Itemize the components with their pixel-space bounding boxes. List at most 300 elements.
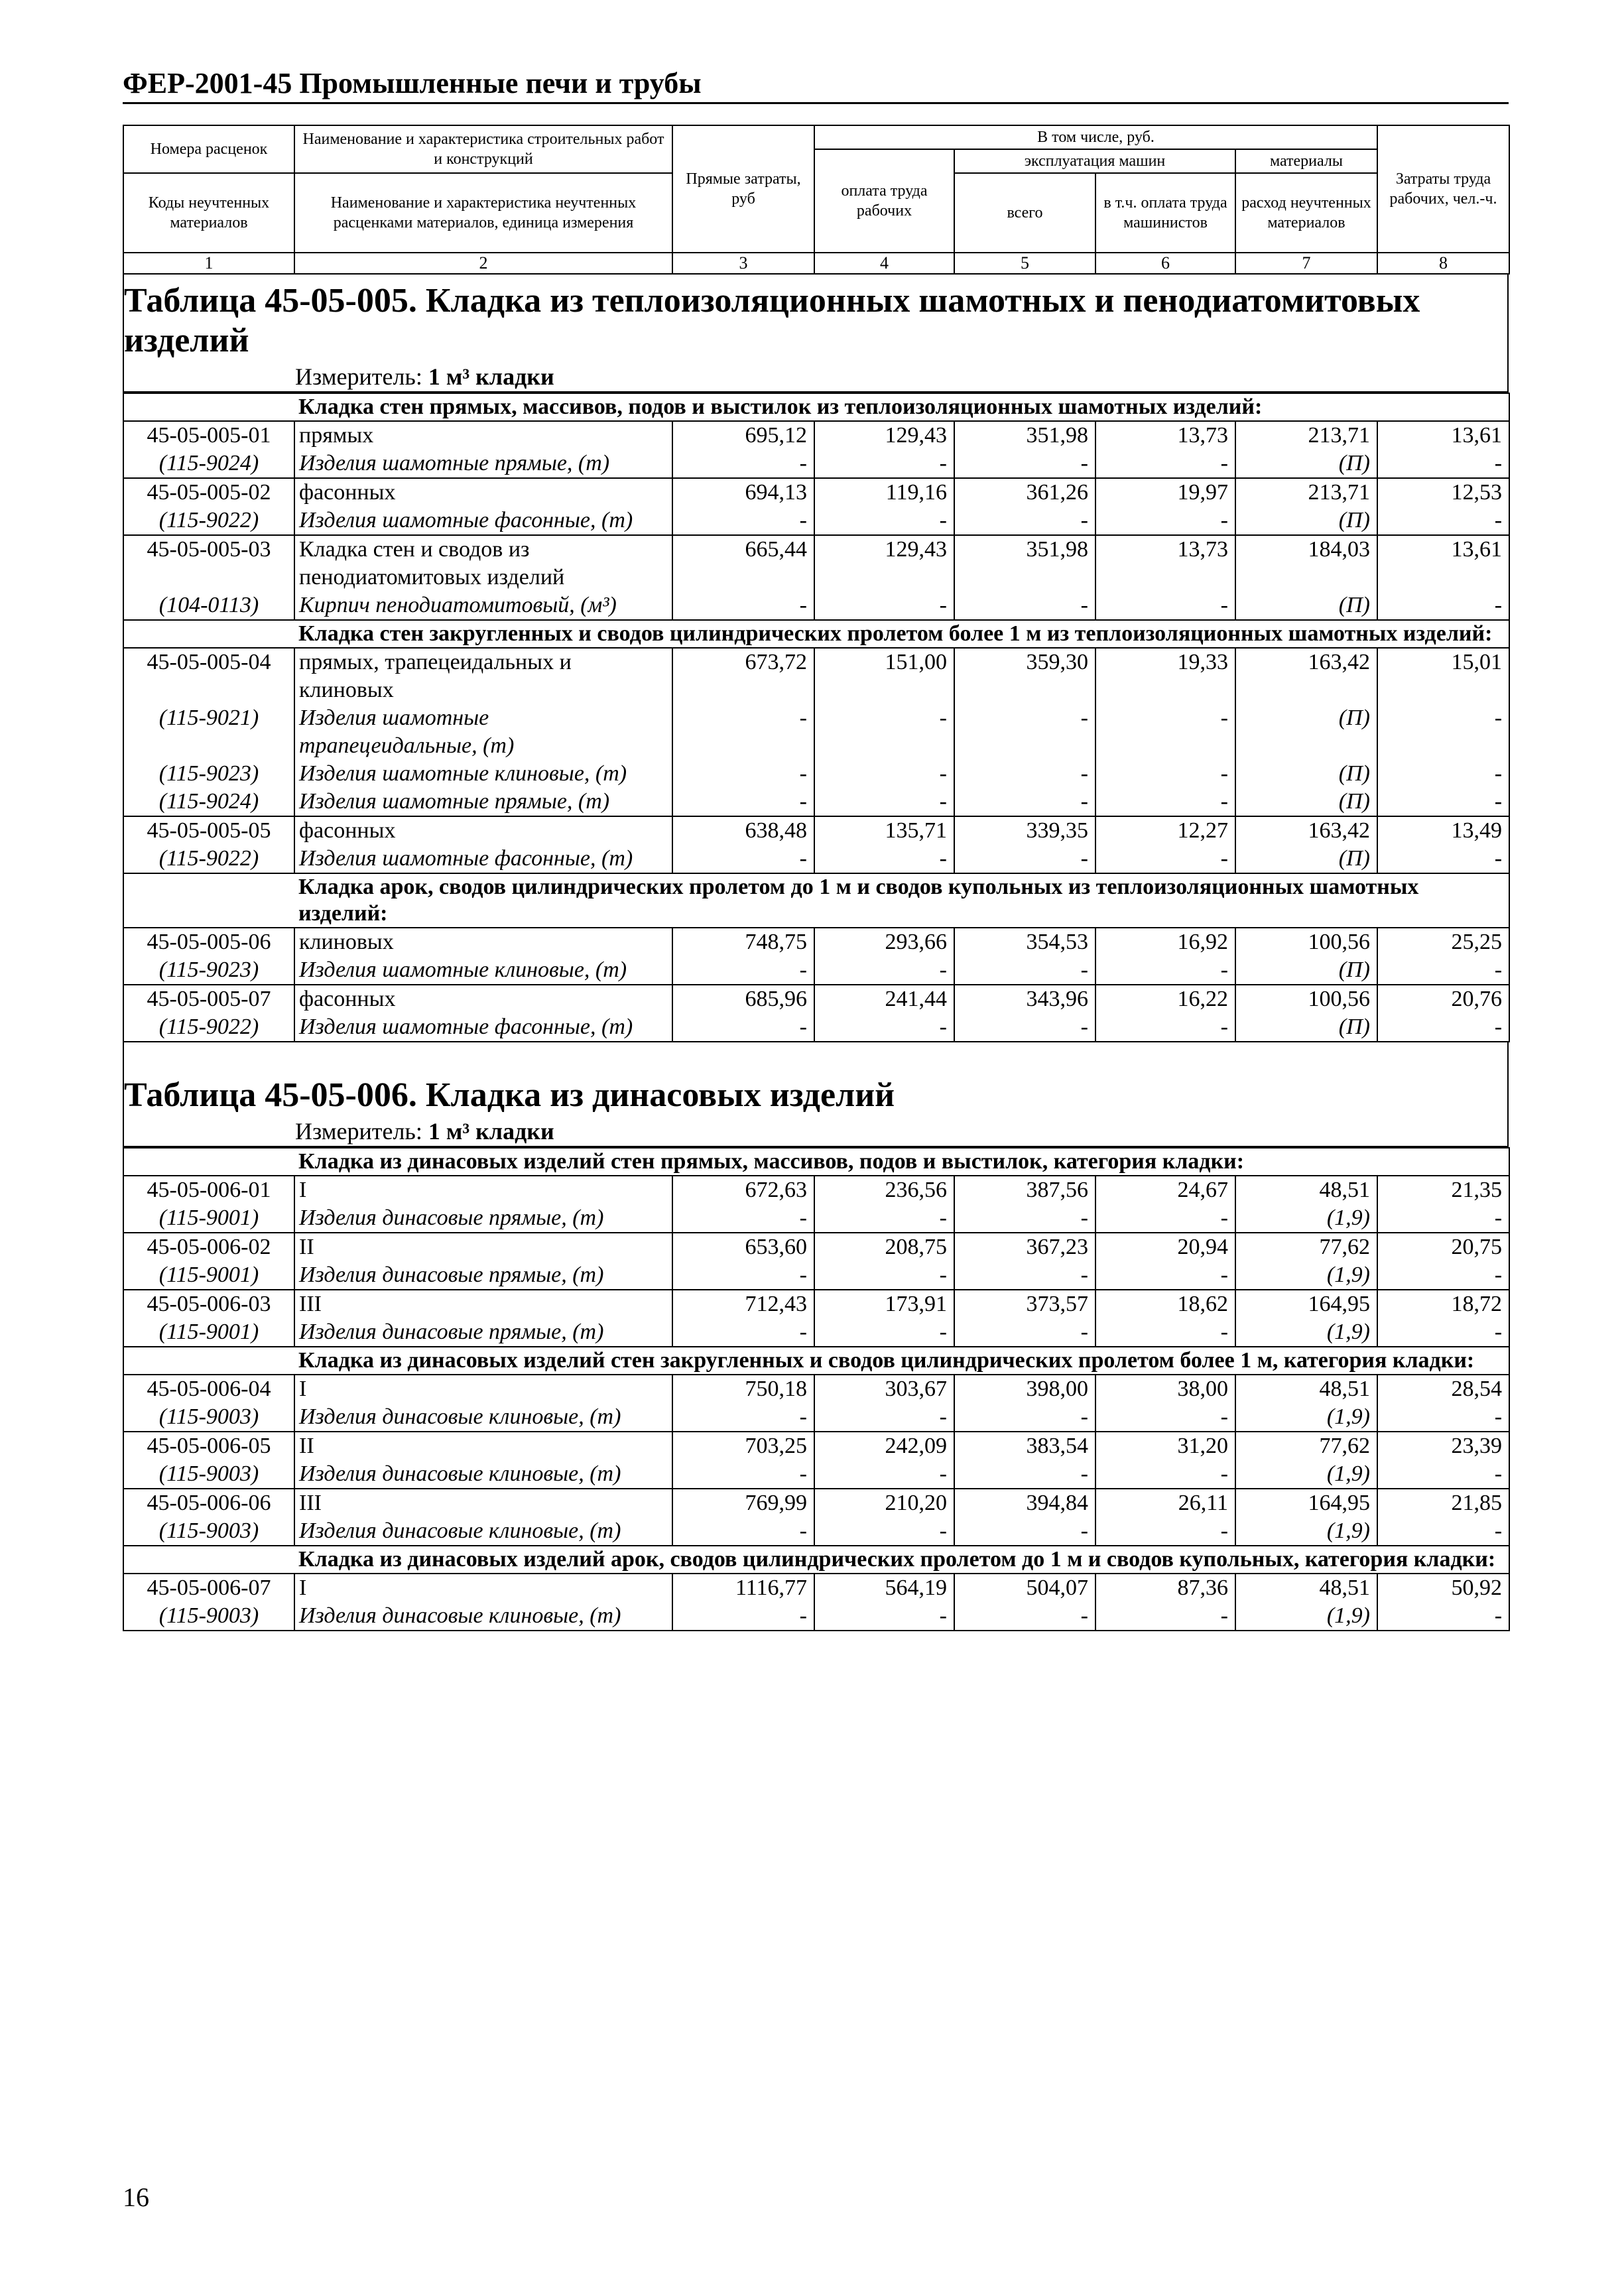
work-name: I [294, 1375, 672, 1403]
page-number: 16 [123, 2182, 149, 2212]
value-cell: - [1377, 1261, 1509, 1290]
col-num: 1 [123, 253, 294, 274]
material-code: (115-9023) [123, 956, 294, 985]
value-cell: - [954, 956, 1095, 985]
value-cell: - [954, 507, 1095, 535]
table-row [123, 816, 1509, 845]
group-header-row [123, 393, 1509, 421]
value-cell: 210,20 [814, 1489, 954, 1517]
table-row [123, 1489, 1509, 1517]
value-cell: - [814, 1013, 954, 1042]
value-cell: 21,85 [1377, 1489, 1509, 1517]
value-cell: - [1377, 704, 1509, 760]
table-row [123, 1375, 1509, 1403]
table-row [123, 421, 1509, 450]
value-cell: - [672, 1403, 814, 1432]
value-cell: - [814, 1403, 954, 1432]
material-row [123, 1261, 1509, 1290]
material-code: (104-0113) [123, 591, 294, 620]
rate-code: 45-05-006-06 [123, 1489, 294, 1517]
group-title: Кладка стен прямых, массивов, подов и выстилок из теплоизоляционных шамотных изделий: [294, 393, 1509, 421]
value-cell: - [1095, 1013, 1235, 1042]
col-3: Прямые затраты, руб [672, 125, 814, 253]
page-header: ФЕР-2001-45 Промышленные печи и трубы [123, 66, 1509, 104]
rate-code: 45-05-006-05 [123, 1432, 294, 1460]
value-cell: - [814, 845, 954, 873]
value-cell: 750,18 [672, 1375, 814, 1403]
value-cell: (П) [1235, 956, 1377, 985]
value-cell: 12,53 [1377, 478, 1509, 507]
work-name: III [294, 1290, 672, 1318]
value-cell: - [1377, 591, 1509, 620]
value-cell: - [954, 1602, 1095, 1631]
value-cell: 685,96 [672, 985, 814, 1013]
col-materials: материалы [1235, 149, 1377, 173]
material-name: Изделия динасовые клиновые, (т) [294, 1460, 672, 1489]
value-cell: - [954, 845, 1095, 873]
value-cell: - [672, 788, 814, 816]
value-cell: 769,99 [672, 1489, 814, 1517]
value-cell: 38,00 [1095, 1375, 1235, 1403]
value-cell: - [672, 1261, 814, 1290]
material-row [123, 788, 1509, 816]
material-code: (115-9003) [123, 1602, 294, 1631]
value-cell: - [672, 1204, 814, 1233]
measure-line [124, 1117, 1507, 1147]
value-cell: (П) [1235, 760, 1377, 788]
table-row [123, 1233, 1509, 1261]
value-cell: - [672, 1602, 814, 1631]
value-cell: - [1095, 591, 1235, 620]
material-name: Изделия шамотные фасонные, (т) [294, 507, 672, 535]
value-cell: - [814, 788, 954, 816]
value-cell: 184,03 [1235, 535, 1377, 591]
value-cell: 387,56 [954, 1176, 1095, 1204]
col-machines: эксплуатация машин [954, 149, 1235, 173]
value-cell: - [814, 591, 954, 620]
value-cell: (П) [1235, 788, 1377, 816]
value-cell: - [1377, 1318, 1509, 1347]
group-spacer [123, 873, 294, 928]
material-name: Изделия динасовые клиновые, (т) [294, 1602, 672, 1631]
value-cell: - [1095, 1318, 1235, 1347]
table-row [123, 535, 1509, 591]
work-name: II [294, 1432, 672, 1460]
value-cell: 163,42 [1235, 648, 1377, 704]
material-row [123, 1318, 1509, 1347]
col-num: 4 [814, 253, 954, 274]
value-cell: 359,30 [954, 648, 1095, 704]
rate-code: 45-05-005-01 [123, 421, 294, 450]
work-name: клиновых [294, 928, 672, 956]
group-header-row [123, 1347, 1509, 1375]
value-cell: 77,62 [1235, 1432, 1377, 1460]
material-name: Изделия динасовые прямые, (т) [294, 1261, 672, 1290]
group-title: Кладка из динасовых изделий стен прямых, массивов, подов и выстилок, категория кладки: [294, 1148, 1509, 1176]
table-45-05-006 [123, 1042, 1509, 1147]
group-spacer [123, 620, 294, 648]
value-cell: - [1377, 1204, 1509, 1233]
value-cell: - [814, 1602, 954, 1631]
material-name: Изделия динасовые клиновые, (т) [294, 1517, 672, 1546]
material-row [123, 845, 1509, 873]
work-name: I [294, 1176, 672, 1204]
measure-line [124, 362, 1507, 393]
work-name: III [294, 1489, 672, 1517]
value-cell: - [672, 704, 814, 760]
table-body-45-05-005 [123, 393, 1510, 1042]
material-code: (115-9003) [123, 1460, 294, 1489]
value-cell: - [1377, 1013, 1509, 1042]
value-cell: 665,44 [672, 535, 814, 591]
col-2-top: Наименование и характеристика строительных работ и конструкций [294, 125, 672, 173]
value-cell: 13,73 [1095, 421, 1235, 450]
value-cell: - [672, 1517, 814, 1546]
value-cell: 712,43 [672, 1290, 814, 1318]
group-title: Кладка из динасовых изделий арок, сводов цилиндрических пролетом до 1 м и сводов купольных, категория кладки: [294, 1546, 1509, 1574]
value-cell: 23,39 [1377, 1432, 1509, 1460]
material-name: Изделия шамотные клиновые, (т) [294, 760, 672, 788]
measure-label: Измеритель: [295, 363, 422, 390]
col-6: в т.ч. оплата труда машинистов [1095, 173, 1235, 253]
value-cell: 504,07 [954, 1574, 1095, 1602]
value-cell: - [814, 760, 954, 788]
value-cell: - [814, 450, 954, 478]
value-cell: - [814, 1261, 954, 1290]
work-name: Кладка стен и сводов из пенодиатомитовых изделий [294, 535, 672, 591]
material-row [123, 450, 1509, 478]
rate-code: 45-05-005-07 [123, 985, 294, 1013]
value-cell: - [672, 450, 814, 478]
value-cell: - [1095, 1517, 1235, 1546]
value-cell: - [1095, 956, 1235, 985]
rate-code: 45-05-005-06 [123, 928, 294, 956]
value-cell: - [1095, 845, 1235, 873]
value-cell: - [1377, 760, 1509, 788]
value-cell: 351,98 [954, 421, 1095, 450]
material-code: (115-9001) [123, 1261, 294, 1290]
value-cell: 20,94 [1095, 1233, 1235, 1261]
value-cell: (1,9) [1235, 1602, 1377, 1631]
value-cell: 21,35 [1377, 1176, 1509, 1204]
rate-code: 45-05-006-04 [123, 1375, 294, 1403]
value-cell: 694,13 [672, 478, 814, 507]
material-row [123, 507, 1509, 535]
material-name: Изделия шамотные прямые, (т) [294, 450, 672, 478]
material-row [123, 1460, 1509, 1489]
value-cell: - [954, 1403, 1095, 1432]
col-2-bottom: Наименование и характеристика неучтенных расценками материалов, единица измерения [294, 173, 672, 253]
value-cell: - [1095, 760, 1235, 788]
value-cell: 100,56 [1235, 928, 1377, 956]
value-cell: 163,42 [1235, 816, 1377, 845]
value-cell: 351,98 [954, 535, 1095, 591]
value-cell: - [1095, 1261, 1235, 1290]
value-cell: 50,92 [1377, 1574, 1509, 1602]
value-cell: 48,51 [1235, 1176, 1377, 1204]
value-cell: - [1095, 450, 1235, 478]
value-cell: 25,25 [1377, 928, 1509, 956]
value-cell: 638,48 [672, 816, 814, 845]
value-cell: - [1095, 704, 1235, 760]
col-num: 7 [1235, 253, 1377, 274]
value-cell: - [814, 1204, 954, 1233]
value-cell: 20,75 [1377, 1233, 1509, 1261]
value-cell: - [954, 788, 1095, 816]
material-code: (115-9024) [123, 450, 294, 478]
value-cell: 236,56 [814, 1176, 954, 1204]
col-1-top: Номера расценок [123, 125, 294, 173]
value-cell: 13,61 [1377, 535, 1509, 591]
value-cell: 213,71 [1235, 421, 1377, 450]
table-row [123, 1574, 1509, 1602]
work-name: фасонных [294, 816, 672, 845]
material-name: Изделия шамотные прямые, (т) [294, 788, 672, 816]
value-cell: - [1377, 845, 1509, 873]
value-cell: 151,00 [814, 648, 954, 704]
table-row [123, 648, 1509, 704]
value-cell: (П) [1235, 591, 1377, 620]
value-cell: 367,23 [954, 1233, 1095, 1261]
value-cell: - [1377, 1602, 1509, 1631]
work-name: фасонных [294, 478, 672, 507]
table-title: Таблица 45-05-006. Кладка из динасовых изделий [124, 1076, 895, 1114]
value-cell: (1,9) [1235, 1204, 1377, 1233]
material-name: Кирпич пенодиатомитовый, (м³) [294, 591, 672, 620]
col-num: 6 [1095, 253, 1235, 274]
material-code: (115-9022) [123, 507, 294, 535]
group-spacer [123, 1347, 294, 1375]
material-name: Изделия шамотные трапецеидальные, (т) [294, 704, 672, 760]
value-cell: 695,12 [672, 421, 814, 450]
value-cell: 361,26 [954, 478, 1095, 507]
group-header-row [123, 1546, 1509, 1574]
work-name: II [294, 1233, 672, 1261]
value-cell: 87,36 [1095, 1574, 1235, 1602]
rate-code: 45-05-005-03 [123, 535, 294, 591]
value-cell: 164,95 [1235, 1290, 1377, 1318]
value-cell: - [672, 760, 814, 788]
material-code: (115-9003) [123, 1517, 294, 1546]
value-cell: 100,56 [1235, 985, 1377, 1013]
material-name: Изделия шамотные клиновые, (т) [294, 956, 672, 985]
col-incl: В том числе, руб. [814, 125, 1377, 149]
value-cell: 354,53 [954, 928, 1095, 956]
value-cell: - [1095, 1403, 1235, 1432]
value-cell: 164,95 [1235, 1489, 1377, 1517]
rate-code: 45-05-006-01 [123, 1176, 294, 1204]
group-header-row [123, 620, 1509, 648]
value-cell: 18,62 [1095, 1290, 1235, 1318]
col-7: расход неучтенных материалов [1235, 173, 1377, 253]
value-cell: - [1095, 1204, 1235, 1233]
value-cell: - [1377, 450, 1509, 478]
material-code: (115-9022) [123, 1013, 294, 1042]
table-title: Таблица 45-05-005. Кладка из теплоизоляционных шамотных и пенодиатомитовых изделий [124, 282, 1420, 359]
value-cell: 129,43 [814, 535, 954, 591]
value-cell: 28,54 [1377, 1375, 1509, 1403]
value-cell: 13,61 [1377, 421, 1509, 450]
value-cell: (П) [1235, 450, 1377, 478]
value-cell: - [672, 1013, 814, 1042]
value-cell: 16,22 [1095, 985, 1235, 1013]
value-cell: - [814, 1517, 954, 1546]
value-cell: - [954, 1460, 1095, 1489]
material-code: (115-9001) [123, 1318, 294, 1347]
value-cell: - [672, 1318, 814, 1347]
value-cell: 24,67 [1095, 1176, 1235, 1204]
value-cell: 12,27 [1095, 816, 1235, 845]
work-name: прямых, трапецеидальных и клиновых [294, 648, 672, 704]
value-cell: - [1095, 507, 1235, 535]
value-cell: 208,75 [814, 1233, 954, 1261]
value-cell: - [1377, 1460, 1509, 1489]
group-spacer [123, 393, 294, 421]
value-cell: (1,9) [1235, 1460, 1377, 1489]
value-cell: (П) [1235, 507, 1377, 535]
work-name: прямых [294, 421, 672, 450]
value-cell: - [954, 760, 1095, 788]
value-cell: 564,19 [814, 1574, 954, 1602]
value-cell: (П) [1235, 845, 1377, 873]
group-title: Кладка арок, сводов цилиндрических пролетом до 1 м и сводов купольных из теплоизоляционных шамотных изделий: [294, 873, 1509, 928]
value-cell: 653,60 [672, 1233, 814, 1261]
value-cell: 241,44 [814, 985, 954, 1013]
value-cell: 343,96 [954, 985, 1095, 1013]
rate-code: 45-05-005-04 [123, 648, 294, 704]
material-code: (115-9003) [123, 1403, 294, 1432]
value-cell: 19,33 [1095, 648, 1235, 704]
value-cell: - [672, 1460, 814, 1489]
value-cell: (П) [1235, 1013, 1377, 1042]
col-5: всего [954, 173, 1095, 253]
value-cell: 303,67 [814, 1375, 954, 1403]
value-cell: - [954, 1261, 1095, 1290]
value-cell: 15,01 [1377, 648, 1509, 704]
value-cell: 26,11 [1095, 1489, 1235, 1517]
value-cell: - [814, 1318, 954, 1347]
group-header-row [123, 1148, 1509, 1176]
table-45-05-005 [123, 275, 1509, 393]
col-1-bottom: Коды неучтенных материалов [123, 173, 294, 253]
value-cell: (1,9) [1235, 1261, 1377, 1290]
value-cell: 13,49 [1377, 816, 1509, 845]
material-name: Изделия шамотные фасонные, (т) [294, 845, 672, 873]
value-cell: (П) [1235, 704, 1377, 760]
column-header-table [123, 125, 1510, 275]
value-cell: 20,76 [1377, 985, 1509, 1013]
material-code: (115-9001) [123, 1204, 294, 1233]
value-cell: - [672, 845, 814, 873]
material-code: (115-9022) [123, 845, 294, 873]
material-name: Изделия динасовые прямые, (т) [294, 1204, 672, 1233]
value-cell: 398,00 [954, 1375, 1095, 1403]
value-cell: 383,54 [954, 1432, 1095, 1460]
table-body-45-05-006 [123, 1147, 1510, 1631]
value-cell: 18,72 [1377, 1290, 1509, 1318]
value-cell: - [814, 507, 954, 535]
value-cell: - [672, 956, 814, 985]
material-row [123, 1403, 1509, 1432]
material-row [123, 760, 1509, 788]
value-cell: - [1377, 956, 1509, 985]
value-cell: - [954, 1318, 1095, 1347]
value-cell: - [954, 704, 1095, 760]
main-content [123, 125, 1509, 1631]
value-cell: - [1377, 1517, 1509, 1546]
value-cell: 135,71 [814, 816, 954, 845]
material-name: Изделия динасовые прямые, (т) [294, 1318, 672, 1347]
value-cell: - [814, 1460, 954, 1489]
value-cell: 1116,77 [672, 1574, 814, 1602]
value-cell: - [954, 591, 1095, 620]
measure-value: 1 м³ кладки [428, 363, 554, 390]
material-row [123, 1602, 1509, 1631]
col-num: 2 [294, 253, 672, 274]
table-row [123, 985, 1509, 1013]
value-cell: - [1095, 1460, 1235, 1489]
value-cell: 31,20 [1095, 1432, 1235, 1460]
table-row [123, 478, 1509, 507]
group-title: Кладка из динасовых изделий стен закругленных и сводов цилиндрических пролетом более 1 м, категория кладки: [294, 1347, 1509, 1375]
value-cell: - [1095, 1602, 1235, 1631]
work-name: I [294, 1574, 672, 1602]
value-cell: - [954, 1204, 1095, 1233]
measure-label: Измеритель: [295, 1118, 422, 1145]
material-row [123, 704, 1509, 760]
work-name: фасонных [294, 985, 672, 1013]
value-cell: (1,9) [1235, 1517, 1377, 1546]
material-code: (115-9024) [123, 788, 294, 816]
value-cell: - [672, 507, 814, 535]
value-cell: 213,71 [1235, 478, 1377, 507]
value-cell: 13,73 [1095, 535, 1235, 591]
value-cell: 673,72 [672, 648, 814, 704]
value-cell: 672,63 [672, 1176, 814, 1204]
value-cell: - [954, 450, 1095, 478]
material-row [123, 1517, 1509, 1546]
group-title: Кладка стен закругленных и сводов цилиндрических пролетом более 1 м из теплоизоляционных шамотных изделий: [294, 620, 1509, 648]
value-cell: - [672, 591, 814, 620]
value-cell: 173,91 [814, 1290, 954, 1318]
col-8: Затраты труда рабочих, чел.-ч. [1377, 125, 1509, 253]
value-cell: 703,25 [672, 1432, 814, 1460]
value-cell: 119,16 [814, 478, 954, 507]
value-cell: 19,97 [1095, 478, 1235, 507]
value-cell: - [1377, 1403, 1509, 1432]
table-row [123, 1176, 1509, 1204]
value-cell: - [1377, 788, 1509, 816]
material-row [123, 1204, 1509, 1233]
material-name: Изделия динасовые клиновые, (т) [294, 1403, 672, 1432]
rate-code: 45-05-005-05 [123, 816, 294, 845]
value-cell: 394,84 [954, 1489, 1095, 1517]
group-spacer [123, 1148, 294, 1176]
value-cell: 748,75 [672, 928, 814, 956]
material-code: (115-9023) [123, 760, 294, 788]
value-cell: (1,9) [1235, 1403, 1377, 1432]
material-row [123, 956, 1509, 985]
value-cell: 129,43 [814, 421, 954, 450]
value-cell: - [954, 1517, 1095, 1546]
value-cell: 16,92 [1095, 928, 1235, 956]
value-cell: 48,51 [1235, 1574, 1377, 1602]
material-name: Изделия шамотные фасонные, (т) [294, 1013, 672, 1042]
value-cell: 293,66 [814, 928, 954, 956]
value-cell: 339,35 [954, 816, 1095, 845]
material-code: (115-9021) [123, 704, 294, 760]
value-cell: 77,62 [1235, 1233, 1377, 1261]
